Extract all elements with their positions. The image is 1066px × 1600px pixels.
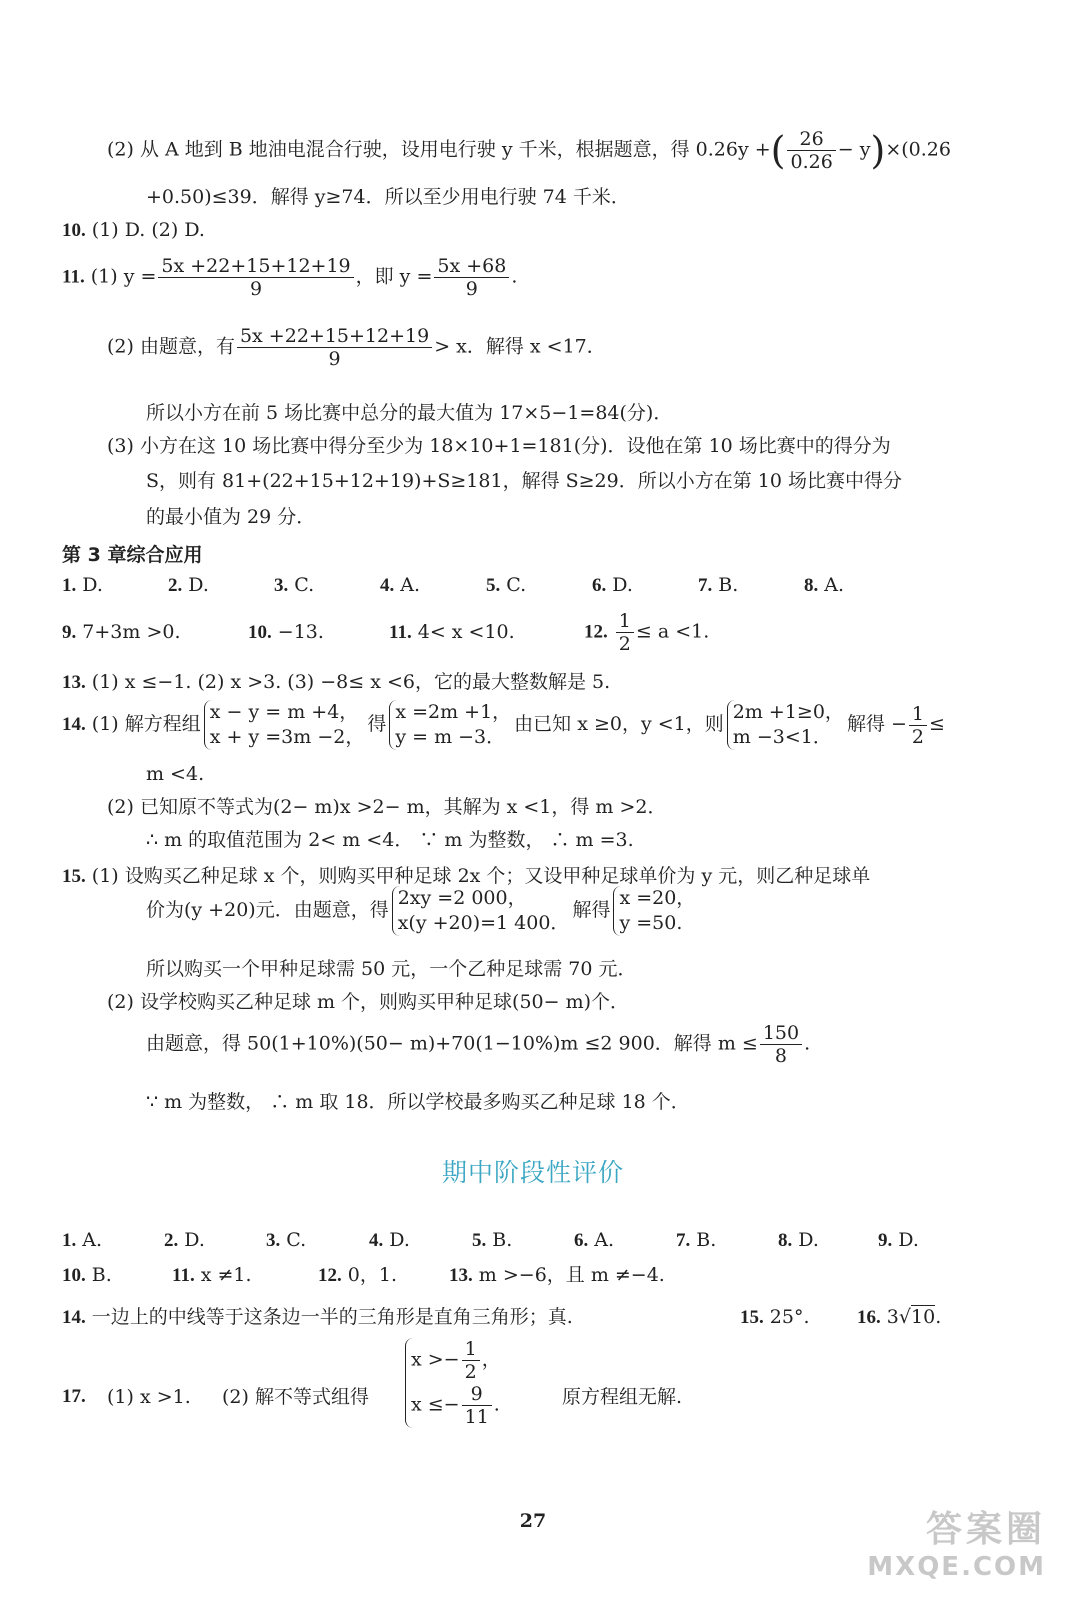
q11-fraction-2	[434, 255, 509, 300]
c3-mc-1-num: 1.	[62, 575, 77, 596]
c3-q14-pre: (1) 解方程组	[91, 713, 201, 735]
mt-q17-sys-a-pre: x >−	[411, 1348, 460, 1371]
mt-q17-sys-b-pre: x ≤−	[411, 1393, 460, 1416]
paren-left: (	[770, 128, 786, 173]
mt-mc-4-num: 4.	[369, 1230, 384, 1251]
mt-q17-sys-a-end: ，	[481, 1348, 501, 1371]
mt-q17-frac-a-num: 1	[462, 1338, 480, 1361]
c3-mc-6-num: 6.	[592, 575, 607, 596]
mt-fill-12-ans: 0，1.	[347, 1264, 398, 1286]
c3-mc-5	[486, 573, 526, 598]
c3-q15-sys2-a: x =20，	[619, 887, 696, 909]
midterm-heading: 期中阶段性评价	[441, 1158, 624, 1187]
c3-q14-num: 14.	[62, 714, 86, 735]
mt-q16	[857, 1305, 941, 1330]
c3-q15-sys1-a: 2xy =2 000，	[397, 887, 527, 909]
mt-fill-11-ans: x ≠1.	[200, 1264, 252, 1286]
c3-fill-10	[248, 620, 324, 645]
c3-q15-p2-end: .	[804, 1032, 811, 1055]
c3-mc-7	[698, 573, 738, 598]
mt-q17-p2-post: 原方程组无解.	[562, 1386, 683, 1408]
c3-q14-sys2-b: y = m −3．	[395, 726, 506, 748]
c3-mc-5-num: 5.	[486, 575, 501, 596]
c3-mc-6-ans: D.	[612, 574, 633, 596]
c3-mc-8-num: 8.	[804, 575, 819, 596]
c3-q14-sys3-a: 2m +1≥0，	[732, 701, 844, 723]
c3-mc-3-ans: C.	[294, 574, 315, 596]
mt-mc-9-num: 9.	[878, 1230, 893, 1251]
mt-mc-5-num: 5.	[472, 1230, 487, 1251]
q11-fraction-3	[237, 325, 432, 370]
mt-q17-system	[405, 1338, 501, 1428]
mt-mc-8	[778, 1228, 819, 1253]
mt-mc-6-num: 6.	[574, 1230, 589, 1251]
q11-p2-pre: (2) 由题意，有	[107, 335, 235, 358]
mt-q17-frac-b-den: 11	[464, 1406, 489, 1428]
c3-q15-p2-pre: 由题意，得 50(1+10%)(50− m)+70(1−10%)m ≤2 900．解得 m ≤	[146, 1032, 758, 1055]
q10-line	[62, 218, 205, 243]
mt-mc-1-num: 1.	[62, 1230, 77, 1251]
c3-q14-sys1-a: x − y = m +4，	[209, 701, 359, 723]
mt-mc-5-ans: B.	[492, 1229, 513, 1251]
c3-q15-system-2	[613, 886, 695, 936]
mt-q14	[62, 1305, 573, 1330]
c3-q14-system-2	[389, 700, 511, 750]
mt-fill-11	[172, 1263, 252, 1288]
c3-mc-2-num: 2.	[168, 575, 183, 596]
mt-q16-radicand: 10	[911, 1306, 936, 1328]
mt-mc-8-ans: D.	[798, 1229, 819, 1251]
q9-frac-den: 0.26	[790, 151, 833, 173]
mt-q17-p1: (1) x >1.	[107, 1386, 191, 1408]
mt-fill-12	[318, 1263, 397, 1288]
mt-fill-11-num: 11.	[172, 1265, 195, 1286]
mt-q17-frac-a-den: 2	[464, 1361, 477, 1383]
c3-q12-frac-num: 1	[616, 610, 634, 633]
mt-fill-10-ans: B.	[91, 1264, 112, 1286]
c3-q14-part2-line2: ∴ m 的取值范围为 2< m <4． ∵ m 为整数， ∴ m =3.	[146, 829, 634, 851]
c3-q15-system-1	[392, 886, 570, 936]
c3-q15-part1-line3: 所以购买一个甲种足球需 50 元，一个乙种足球需 70 元．	[146, 958, 637, 980]
mt-mc-6	[574, 1228, 614, 1253]
c3-fill-11-num: 11.	[389, 622, 412, 643]
c3-q14-part1	[62, 700, 945, 750]
c3-q15-num: 15.	[62, 866, 86, 887]
mt-mc-8-num: 8.	[778, 1230, 793, 1251]
c3-fill-10-ans: −13.	[277, 621, 324, 643]
c3-q15-part2-line1: (2) 设学校购买乙种足球 m 个，则购买甲种足球(50− m)个．	[107, 991, 630, 1013]
mt-fill-12-num: 12.	[318, 1265, 342, 1286]
mt-mc-4-ans: D.	[389, 1229, 410, 1251]
c3-q12-frac-den: 2	[618, 633, 631, 655]
c3-mc-1-ans: D.	[82, 574, 103, 596]
c3-mc-5-ans: C.	[506, 574, 527, 596]
c3-q15-sys1-b: x(y +20)=1 400．	[397, 912, 570, 934]
mt-mc-3	[266, 1228, 306, 1253]
paren-right: )	[870, 128, 886, 173]
mt-mc-3-ans: C.	[286, 1229, 307, 1251]
mt-mc-4	[369, 1228, 410, 1253]
mt-mc-1	[62, 1228, 102, 1253]
c3-mc-7-num: 7.	[698, 575, 713, 596]
c3-q14-sys3-b: m −3<1．	[732, 726, 832, 748]
mt-q17-frac-a	[462, 1338, 480, 1383]
mt-fill-13-ans: m >−6，且 m ≠−4.	[478, 1264, 665, 1286]
c3-q15-line2-mid: 解得	[572, 899, 611, 921]
mt-mc-2-num: 2.	[164, 1230, 179, 1251]
q9-part2-line2: +0.50)≤39．解得 y≥74．所以至少用电行驶 74 千米．	[146, 186, 630, 208]
q11-p1-end: .	[511, 265, 518, 288]
c3-mc-4-num: 4.	[380, 575, 395, 596]
q11-frac1-den: 9	[249, 278, 263, 300]
c3-q15-part2-line3: ∵ m 为整数， ∴ m 取 18．所以学校最多购买乙种足球 18 个．	[146, 1091, 690, 1113]
q11-p2-post: > x．解得 x <17．	[434, 335, 606, 358]
mt-q16-end: .	[935, 1306, 942, 1328]
c3-q15-line2-pre: 价为(y +20)元．由题意，得	[146, 899, 389, 921]
mt-q15-num: 15.	[740, 1307, 764, 1328]
q9-text-c: ×(0.26	[885, 138, 951, 161]
mt-q17-p2-pre: (2) 解不等式组得	[222, 1386, 369, 1408]
mt-mc-6-ans: A.	[594, 1229, 615, 1251]
mt-fill-10	[62, 1263, 112, 1288]
mt-mc-5	[472, 1228, 512, 1253]
q11-part2	[107, 325, 606, 370]
page-number: 27	[519, 1510, 547, 1532]
c3-mc-2	[168, 573, 209, 598]
mt-mc-9	[878, 1228, 919, 1253]
q11-p1-mid: ，即 y =	[355, 265, 433, 288]
c3-fill-9-ans: 7+3m >0.	[82, 621, 181, 643]
q9-text-b: − y	[837, 138, 871, 161]
mt-q16-num: 16.	[857, 1307, 881, 1328]
c3-fill-12	[584, 610, 709, 655]
c3-q13-text: (1) x ≤−1. (2) x >3. (3) −8≤ x <6，它的最大整数解是 5.	[91, 671, 611, 693]
q10-number: 10.	[62, 220, 86, 241]
watermark-logo	[867, 1501, 1046, 1582]
q11-part3-line1: (3) 小方在这 10 场比赛中得分至少为 18×10+1=181(分)．设他在第 10 场比赛中的得分为	[107, 435, 891, 457]
mt-q17-sys-b-end: .	[493, 1393, 500, 1416]
q11-p1-pre: (1) y =	[90, 265, 157, 288]
q9-frac-num: 26	[787, 128, 835, 151]
c3-mc-3-num: 3.	[274, 575, 289, 596]
mt-fill-10-num: 10.	[62, 1265, 86, 1286]
mt-q15-ans: 25°.	[769, 1306, 810, 1328]
c3-q14-part2-line1: (2) 已知原不等式为(2− m)x >2− m，其解为 x <1，得 m >2．	[107, 796, 667, 818]
q11-frac3-num: 5x +22+15+12+19	[237, 325, 432, 348]
c3-q15-frac-num: 150	[760, 1022, 802, 1045]
q11-frac2-num: 5x +68	[434, 255, 509, 278]
mt-q14-ans: 一边上的中线等于这条边一半的三角形是直角三角形；真.	[91, 1306, 573, 1328]
sqrt-symbol: √	[898, 1306, 911, 1328]
c3-q14-post: 解得 −	[846, 713, 907, 735]
q11-part2-line2: 所以小方在前 5 场比赛中总分的最大值为 17×5−1=84(分)．	[146, 402, 673, 424]
c3-q13-num: 13.	[62, 672, 86, 693]
c3-fill-9-num: 9.	[62, 622, 77, 643]
mt-mc-1-ans: A.	[82, 1229, 103, 1251]
c3-mc-6	[592, 573, 633, 598]
c3-q14-system-3	[727, 700, 844, 750]
c3-mc-3	[274, 573, 314, 598]
c3-fill-9	[62, 620, 181, 645]
c3-q15-fraction	[760, 1022, 802, 1067]
c3-mc-4	[380, 573, 420, 598]
q11-fraction-1	[158, 255, 353, 300]
c3-q15-part1-line2	[146, 886, 698, 936]
c3-fill-11	[389, 620, 515, 645]
mt-fill-13	[449, 1263, 665, 1288]
c3-q14-part1-line2: m <4.	[146, 763, 205, 785]
mt-mc-2-ans: D.	[184, 1229, 205, 1251]
c3-q12-post: ≤ a <1.	[635, 620, 710, 643]
q9-text-a: (2) 从 A 地到 B 地油电混合行驶，设用电行驶 y 千米，根据题意，得 0.26y +	[107, 138, 771, 161]
q9-fraction	[787, 128, 835, 173]
q10-answer: (1) D. (2) D.	[91, 219, 205, 241]
c3-q14-fraction	[909, 703, 927, 748]
mt-q17-num: 17.	[62, 1386, 86, 1407]
c3-fill-12-num: 12.	[584, 621, 608, 643]
c3-fill-10-num: 10.	[248, 622, 272, 643]
mt-fill-13-num: 13.	[449, 1265, 473, 1286]
q11-part1	[62, 255, 517, 300]
c3-q15-sys2-b: y =50.	[619, 912, 683, 934]
q9-part2-line1	[107, 128, 951, 173]
mt-mc-9-ans: D.	[898, 1229, 919, 1251]
mt-q17-frac-b	[462, 1383, 492, 1428]
q11-number: 11.	[62, 266, 85, 288]
watermark-line1: 答案圈	[925, 1509, 1046, 1550]
c3-q15-frac-den: 8	[774, 1045, 787, 1067]
q11-frac1-num: 5x +22+15+12+19	[158, 255, 353, 278]
q11-part3-line3: 的最小值为 29 分．	[146, 506, 316, 528]
c3-q14-mid2: 由已知 x ≥0，y <1，则	[514, 713, 724, 735]
mt-q17-frac-b-num: 9	[462, 1383, 492, 1406]
chapter3-title: 第 3 章综合应用	[62, 544, 203, 566]
c3-mc-1	[62, 573, 103, 598]
chapter3-fill-row	[62, 610, 1042, 654]
mt-mc-3-num: 3.	[266, 1230, 281, 1251]
c3-q15-part2-line2	[146, 1022, 810, 1067]
c3-mc-7-ans: B.	[718, 574, 739, 596]
mt-mc-7-num: 7.	[676, 1230, 691, 1251]
c3-q14-sys2-a: x =2m +1，	[395, 701, 512, 723]
c3-q14-end: ≤	[929, 713, 945, 735]
c3-q14-frac-num: 1	[909, 703, 927, 726]
c3-mc-8	[804, 573, 844, 598]
watermark-line2: MXQE.COM	[867, 1552, 1046, 1582]
mt-q14-num: 14.	[62, 1307, 86, 1328]
c3-q12-fraction	[616, 610, 634, 655]
c3-q14-frac-den: 2	[911, 725, 924, 748]
mt-q15	[740, 1305, 810, 1330]
q11-frac2-den: 9	[465, 278, 478, 300]
c3-mc-4-ans: A.	[400, 574, 421, 596]
c3-q15-p1-line1: (1) 设购买乙种足球 x 个，则购买甲种足球 2x 个；又设甲种足球单价为 y 元，则乙种足球单	[91, 865, 871, 887]
c3-q14-system-1	[204, 700, 365, 750]
c3-q13	[62, 670, 610, 695]
mt-mc-2	[164, 1228, 205, 1253]
c3-fill-11-ans: 4< x <10.	[417, 621, 515, 643]
c3-q14-sys1-b: x + y =3m −2，	[209, 726, 365, 748]
c3-q14-mid: 得	[367, 713, 387, 735]
mt-mc-7	[676, 1228, 716, 1253]
q11-frac3-den: 9	[328, 348, 341, 370]
c3-mc-2-ans: D.	[188, 574, 209, 596]
mt-mc-7-ans: B.	[696, 1229, 717, 1251]
c3-mc-8-ans: A.	[824, 574, 845, 596]
q11-part3-line2: S，则有 81+(22+15+12+19)+S≥181，解得 S≥29．所以小方在第 10 场比赛中得分	[146, 470, 902, 492]
mt-q16-coef: 3	[886, 1306, 899, 1328]
